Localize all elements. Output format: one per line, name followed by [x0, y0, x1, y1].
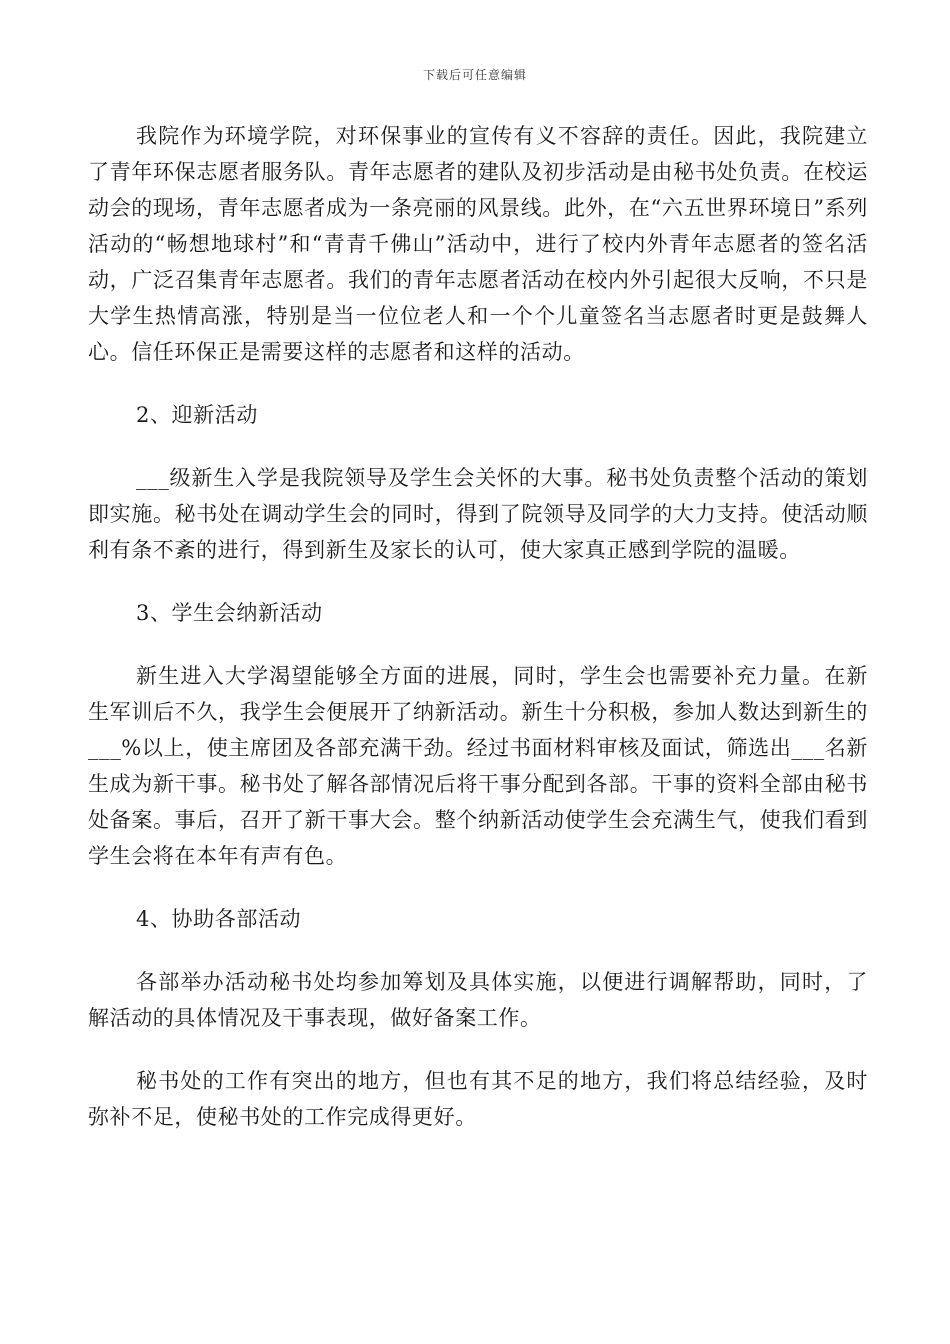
- page-header-note: 下载后可任意编辑: [422, 68, 527, 82]
- paragraph-summary: 秘书处的工作有突出的地方，但也有其不足的地方，我们将总结经验，及时弥补不足，使秘书处的工作完成得更好。: [88, 1069, 868, 1129]
- paragraph-assist: 各部举办活动秘书处均参加筹划及具体实施，以便进行调解帮助，同时，了解活动的具体情况及干事表现，做好备案工作。: [88, 970, 868, 1030]
- document-body: [88, 118, 868, 1162]
- section-heading-welcome: 2、迎新活动: [136, 403, 258, 427]
- paragraph-volunteer: 我院作为环境学院，对环保事业的宣传有义不容辞的责任。因此，我院建立了青年环保志愿者服务队。青年志愿者的建队及初步活动是由秘书处负责。在校运动会的现场，青年志愿者成为一条亮丽的风景线。此外，在“六五世界环境日”系列活动的“畅想地球村”和“青青千佛山”活动中，进行了校内外青年志愿者的签名活动，广泛召集青年志愿者。我们的青年志愿者活动在校内外引起很大反响，不只是大学生热情高涨，特别是当一位位老人和一个个儿童签名当志愿者时更是鼓舞人心。信任环保正是需要这样的志愿者和这样的活动。: [88, 124, 868, 364]
- paragraph-welcome: ___级新生入学是我院领导及学生会关怀的大事。秘书处负责整个活动的策划即实施。秘书处在调动学生会的同时，得到了院领导及同学的大力支持。使活动顺利有条不紊的进行，得到新生及家长的认可，使大家真正感到学院的温暖。: [88, 466, 868, 562]
- paragraph-recruitment: 新生进入大学渴望能够全方面的进展，同时，学生会也需要补充力量。在新生军训后不久，我学生会便展开了纳新活动。新生十分积极，参加人数达到新生的___%以上，使主席团及各部充满干劲。经过书面材料审核及面试，筛选出___名新生成为新干事。秘书处了解各部情况后将干事分配到各部。干事的资料全部由秘书处备案。事后，召开了新干事大会。整个纳新活动使学生会充满生气，使我们看到学生会将在本年有声有色。: [88, 664, 868, 868]
- section-heading-assist: 4、协助各部活动: [136, 907, 302, 931]
- section-heading-recruitment: 3、学生会纳新活动: [136, 601, 323, 625]
